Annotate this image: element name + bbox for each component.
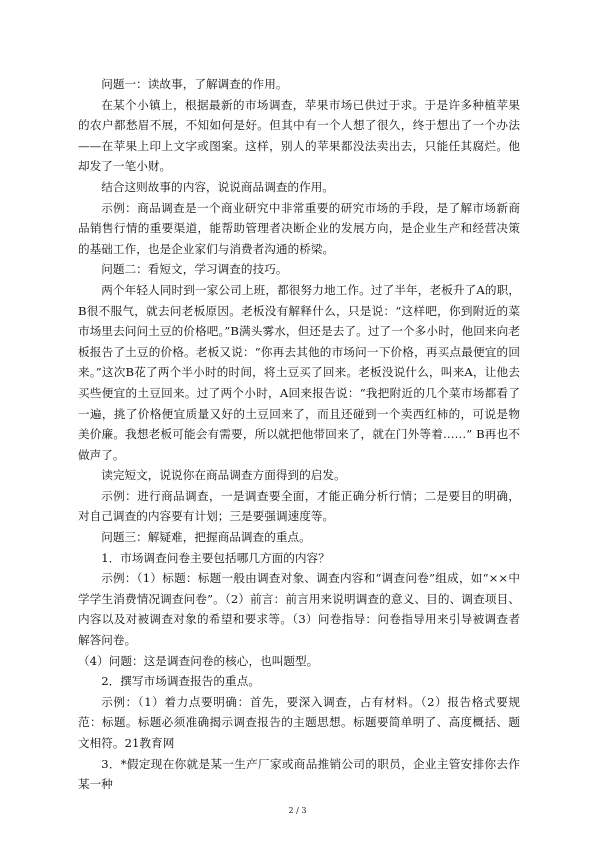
- page-number: 2 / 3: [288, 806, 307, 815]
- paragraph-question-3: 问题三：解疑难，把握商品调查的重点。: [101, 530, 311, 545]
- paragraph-question-1: 问题一：读故事，了解调查的作用。: [101, 77, 288, 91]
- paragraph-story-apple: 在某个小镇上，根据最新的市场调查，苹果市场已供过于求。于是许多种植苹果的农户都愁眉不展，不知如何是好。但其中有一个人想了很久，终于想出了一个办法——在苹果上印上文字或图案。这样，别人的苹果都没法卖出去，只能任其腐烂。他却发了一笔小财。: [78, 97, 520, 174]
- paragraph-answer-1: 示例：商品调查是一个商业研究中非常重要的研究市场的手段，是了解市场新商品销售行情的重要渠道，能帮助管理者决断企业的发展方向，是企业生产和经营决策的基础工作，也是企业家们与消费者沟通的桥梁。: [78, 200, 520, 256]
- paragraph-answer-3-1-cont: （4）问题：这是调查问卷的核心，也叫题型。: [78, 653, 319, 668]
- paragraph-answer-3-1: 示例：（1）标题：标题一般由调查对象、调查内容和“调查问卷”组成，如“××中学学生消费情况调查问卷”。（2）前言：前言用来说明调查的意义、目的、调查项目、内容以及对被调查对象的希望和要求等。（3）问卷指导：问卷指导用来引导被调查者解答问卷。: [78, 571, 520, 648]
- paragraph-item-3: 3．*假定现在你就是某一生产厂家或商品推销公司的职员，企业主管安排你去作某一种: [78, 756, 520, 792]
- paragraph-answer-2: 示例：进行商品调查，一是调查要全面，才能正确分析行情；二是要目的明确，对自己调查的内容要有计划；三是要强调速度等。: [78, 488, 520, 524]
- document-body: [78, 74, 520, 795]
- paragraph-prompt-2: 读完短文，说说你在商品调查方面得到的启发。: [101, 468, 346, 483]
- paragraph-answer-3-2: 示例：（1）着力点要明确：首先，要深入调查，占有材料。（2）报告格式要规范：标题。标题必须准确揭示调查报告的主题思想。标题要简单明了、高度概括、题文相符。21教育网: [78, 694, 520, 750]
- paragraph-item-2: 2．撰写市场调查报告的重点。: [101, 674, 260, 689]
- paragraph-story-potato: 两个年轻人同时到一家公司上班，都很努力地工作。过了半年，老板升了A的职，B很不服气，就去问老板原因。老板没有解释什么，只是说：“这样吧，你到附近的菜市场里去问问土豆的价格吧。”B满头雾水，但还是去了。过了一个多小时，他回来向老板报告了土豆的价格。老板又说：“你再去其他的市场问一下价格，再买点最便宜的回来。”这次B花了两个半小时的时间，将土豆买了回来。老板没说什么，叫来A，让他去买些便宜的土豆回来。过了两个小时，A回来报告说：“我把附近的几个菜市场都看了一遍，挑了价格便宜质量又好的土豆回来了，而且还碰到一个卖西红柿的，可说是物美价廉。我想老板可能会有需要，所以就把他带回来了，就在门外等着……” B再也不做声了。: [78, 282, 520, 462]
- paragraph-prompt-1: 结合这则故事的内容，说说商品调查的作用。: [101, 179, 335, 194]
- paragraph-item-1: 1．市场调查问卷主要包括哪几方面的内容？: [101, 550, 330, 565]
- paragraph-question-2: 问题二：看短文，学习调查的技巧。: [101, 262, 288, 277]
